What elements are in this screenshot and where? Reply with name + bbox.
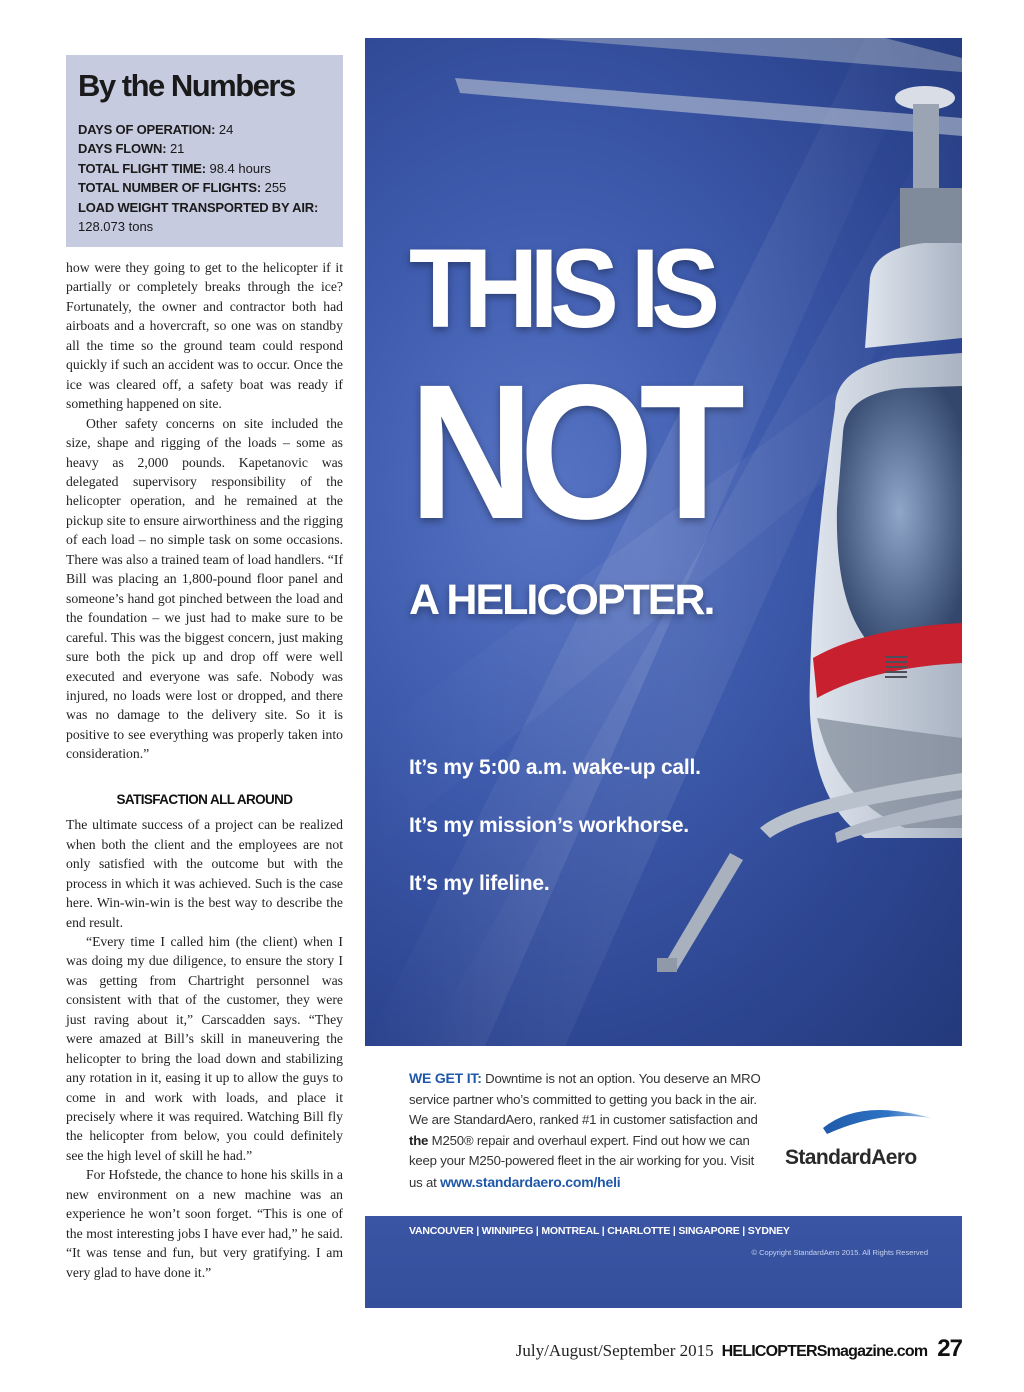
ad-copy-body: Downtime is not an option. You deserve an MRO service partner who’s committed to getting you back in the air. We are StandardAero, ranked #1 in customer satisfaction and bbox=[409, 1071, 761, 1127]
stat-value: 24 bbox=[218, 122, 234, 137]
ad-copy-lead: WE GET IT: bbox=[409, 1070, 482, 1086]
stat-label: TOTAL NUMBER OF FLIGHTS: bbox=[78, 180, 261, 196]
article-paragraph: Other safety concerns on site included the size, shape and rigging of the loads – some as heavy as 2,000 pounds. Kapetanovic was delegated supervisory responsibility of the helicopter operation, and he remained at the pickup site to ensure airworthiness and the rigging of each load – no simple task on some occasions. There was also a trained team of load handlers. “If Bill was placing an 1,800-pound floor panel and someone’s hand got pinched between the load and the foundation – we just had to make sure to be careful. This was the biggest concern, just making sure both the pick up and drop off were well executed and everyone was safe. Nobody was injured, no loads were lost or dropped, and there was no damage to the delivery site. So it is positive to see everything was properly taken into consideration.” bbox=[66, 415, 343, 762]
stat-row bbox=[78, 198, 331, 237]
logo-swoosh-icon bbox=[785, 1104, 935, 1148]
stat-row bbox=[78, 178, 331, 197]
stat-value: 21 bbox=[169, 141, 185, 157]
ad-headline-line2: NOT bbox=[409, 344, 731, 559]
standardaero-advertisement bbox=[365, 38, 962, 1308]
stat-value: 255 bbox=[264, 180, 287, 196]
ad-copy-strong: the bbox=[409, 1132, 429, 1148]
ad-footer-band bbox=[365, 1216, 962, 1308]
article-paragraph: The ultimate success of a project can be realized when both the client and the employees are not only satisfied with the outcome but with the process in which it was achieved. Such is the case here. Win-win-win is the best way to describe the end result. bbox=[66, 817, 343, 930]
article-paragraph: For Hofstede, the chance to hone his skills in a new environment on a new machine was an experience he won’t soon forget. “This is one of the most interesting jobs I have ever had,” he said. “It was tense and fun, but very gratifying. I am very glad to have done it.” bbox=[66, 1167, 343, 1280]
stat-value: 128.073 tons bbox=[78, 219, 154, 235]
article-column bbox=[66, 258, 343, 1282]
ad-hero-image bbox=[365, 38, 962, 1046]
ad-headline-line1: THIS IS bbox=[409, 226, 712, 351]
ad-headline-line3: A HELICOPTER. bbox=[409, 576, 714, 624]
ad-copy-body: M250® repair and overhaul expert. Find out how we can keep your M250-powered fleet in the air working for you. Visit us at bbox=[409, 1132, 755, 1190]
ad-locations: VANCOUVER | WINNIPEG | MONTREAL | CHARLOTTE | SINGAPORE | SYDNEY bbox=[409, 1225, 790, 1237]
article-paragraph: how were they going to get to the helicopter if it partially or completely breaks through the ice? Fortunately, the owner and contractor both had airboats and a hovercraft, so one was on standby all the time so the ground team could respond quickly if such an accident was to occur. Once the ice was cleared off, a safety boat was ready if something happened on site. bbox=[66, 260, 343, 412]
magazine-url: HELICOPTERSmagazine.com bbox=[721, 1343, 928, 1360]
ad-copy-block bbox=[365, 1046, 962, 1216]
issue-date: July/August/September 2015 bbox=[515, 1341, 714, 1360]
stat-label: DAYS FLOWN: bbox=[78, 141, 167, 157]
stat-row bbox=[78, 159, 331, 178]
stat-label: DAYS OF OPERATION: bbox=[78, 122, 216, 137]
ad-tagline: It’s my 5:00 a.m. wake-up call. bbox=[409, 756, 701, 779]
stat-value: 98.4 hours bbox=[209, 160, 271, 176]
ad-tagline: It’s my lifeline. bbox=[409, 872, 550, 895]
stat-label: LOAD WEIGHT TRANSPORTED BY AIR: bbox=[78, 199, 319, 215]
ad-copy-text bbox=[409, 1068, 761, 1193]
page-footer bbox=[516, 1335, 962, 1365]
stat-label: TOTAL FLIGHT TIME: bbox=[78, 160, 206, 176]
stat-row bbox=[78, 120, 331, 139]
standardaero-logo bbox=[785, 1104, 935, 1174]
ad-url-link[interactable]: www.standardaero.com/heli bbox=[440, 1173, 621, 1190]
page-number: 27 bbox=[937, 1335, 962, 1362]
ad-tagline: It’s my mission’s workhorse. bbox=[409, 814, 689, 837]
sidebar-title: By the Numbers bbox=[78, 68, 295, 103]
article-paragraph: “Every time I called him (the client) when I was doing my due diligence, to ensure the story I was getting from Chartright personnel was consistent with that of the customer, they were just raving about it,” Carscadden says. “They were amazed at Bill’s skill in maneuvering the helicopter to bring the load down and stabilizing any rotation in it, easing it up to allow the guys to come in and work with loads, and place it precisely where it was required. Watching Bill fly the helicopter from below, you could definitely see the high level of skill he had.” bbox=[66, 933, 343, 1163]
article-subhead: SATISFACTION ALL AROUND bbox=[116, 791, 293, 807]
stat-row bbox=[78, 139, 331, 158]
by-the-numbers-box bbox=[66, 55, 343, 247]
ad-copyright: © Copyright StandardAero 2015. All Rights Reserved bbox=[751, 1248, 928, 1257]
logo-wordmark: StandardAero bbox=[785, 1146, 917, 1169]
